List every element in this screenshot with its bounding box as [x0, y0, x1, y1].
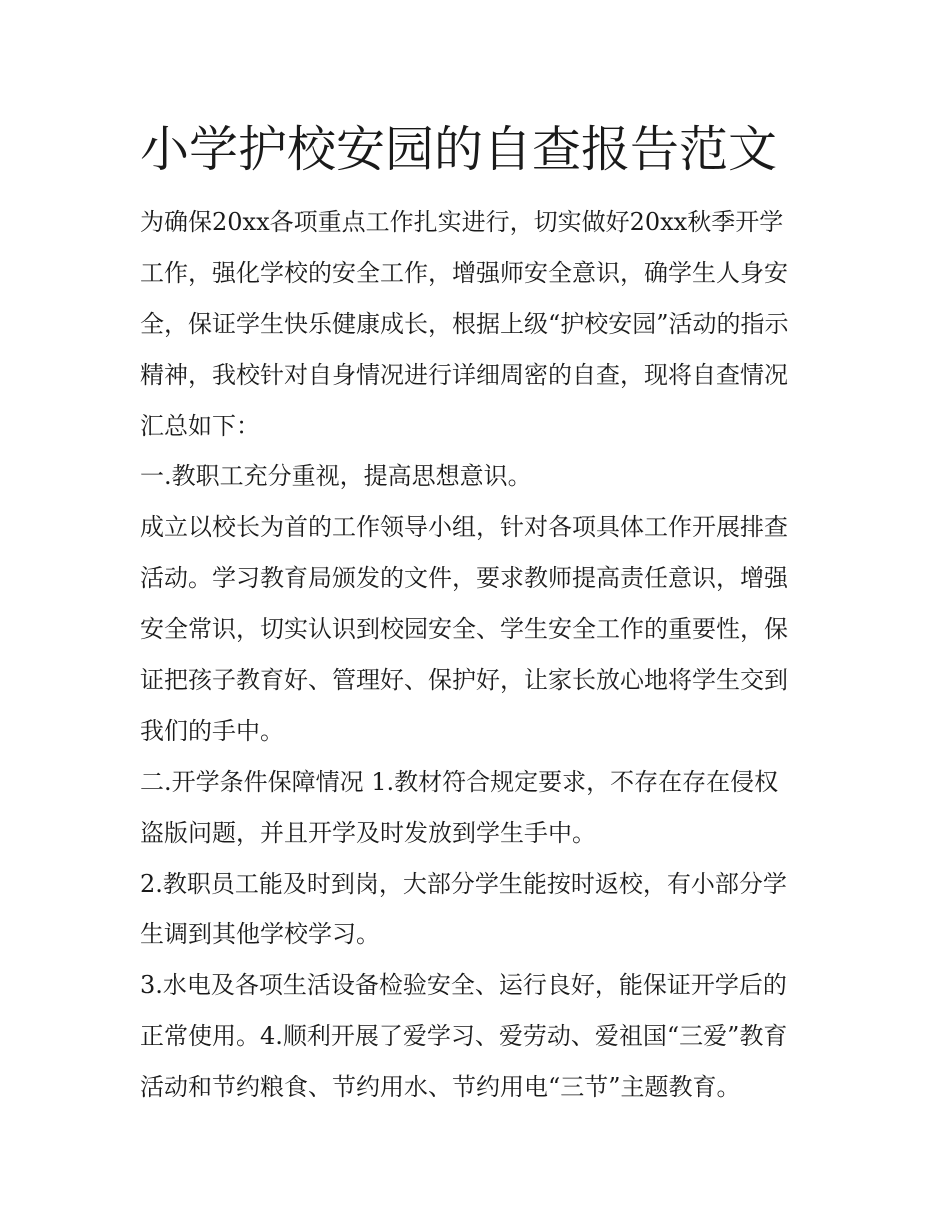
text-line: 活动和节约粮食、节约用水、节约用电“三节”主题教育。 — [140, 1073, 741, 1102]
text-line: 为确保20xx各项重点工作扎实进行，切实做好20xx秋季开学 — [140, 208, 784, 236]
text-line: 精神，我校针对自身情况进行详细周密的自查，现将自查情况 — [140, 360, 788, 389]
text-line: 盗版问题，并且开学及时发放到学生手中。 — [140, 818, 596, 847]
text-line: 活动。学习教育局颁发的文件，要求教师提高责任意识，增强 — [140, 564, 788, 593]
text-line: 全，保证学生快乐健康成长，根据上级“护校安园”活动的指示 — [140, 309, 789, 338]
text-line: 成立以校长为首的工作领导小组，针对各项具体工作开展排查 — [140, 513, 788, 542]
document-body — [140, 197, 820, 1113]
text-line: 2.教职员工能及时到岗，大部分学生能按时返校，有小部分学 — [140, 869, 787, 898]
text-line: 安全常识，切实认识到校园安全、学生安全工作的重要性，保 — [140, 615, 788, 644]
text-line: 证把孩子教育好、管理好、保护好，让家长放心地将学生交到 — [140, 666, 788, 695]
text-line: 汇总如下： — [140, 411, 260, 440]
text-line: 工作，强化学校的安全工作，增强师安全意识，确学生人身安 — [140, 258, 788, 287]
text-line: 我们的手中。 — [140, 716, 284, 745]
text-line: 生调到其他学校学习。 — [140, 920, 380, 949]
text-line: 正常使用。4.顺利开展了爱学习、爱劳动、爱祖国“三爱”教育 — [140, 1022, 788, 1051]
section-heading: 二.开学条件保障情况 1.教材符合规定要求，不存在存在侵权 — [140, 767, 779, 796]
text-line: 3.水电及各项生活设备检验安全、运行良好，能保证开学后的 — [140, 971, 787, 1000]
document-title: 小学护校安园的自查报告范文 — [140, 121, 778, 178]
section-heading: 一.教职工充分重视，提高思想意识。 — [140, 462, 532, 491]
